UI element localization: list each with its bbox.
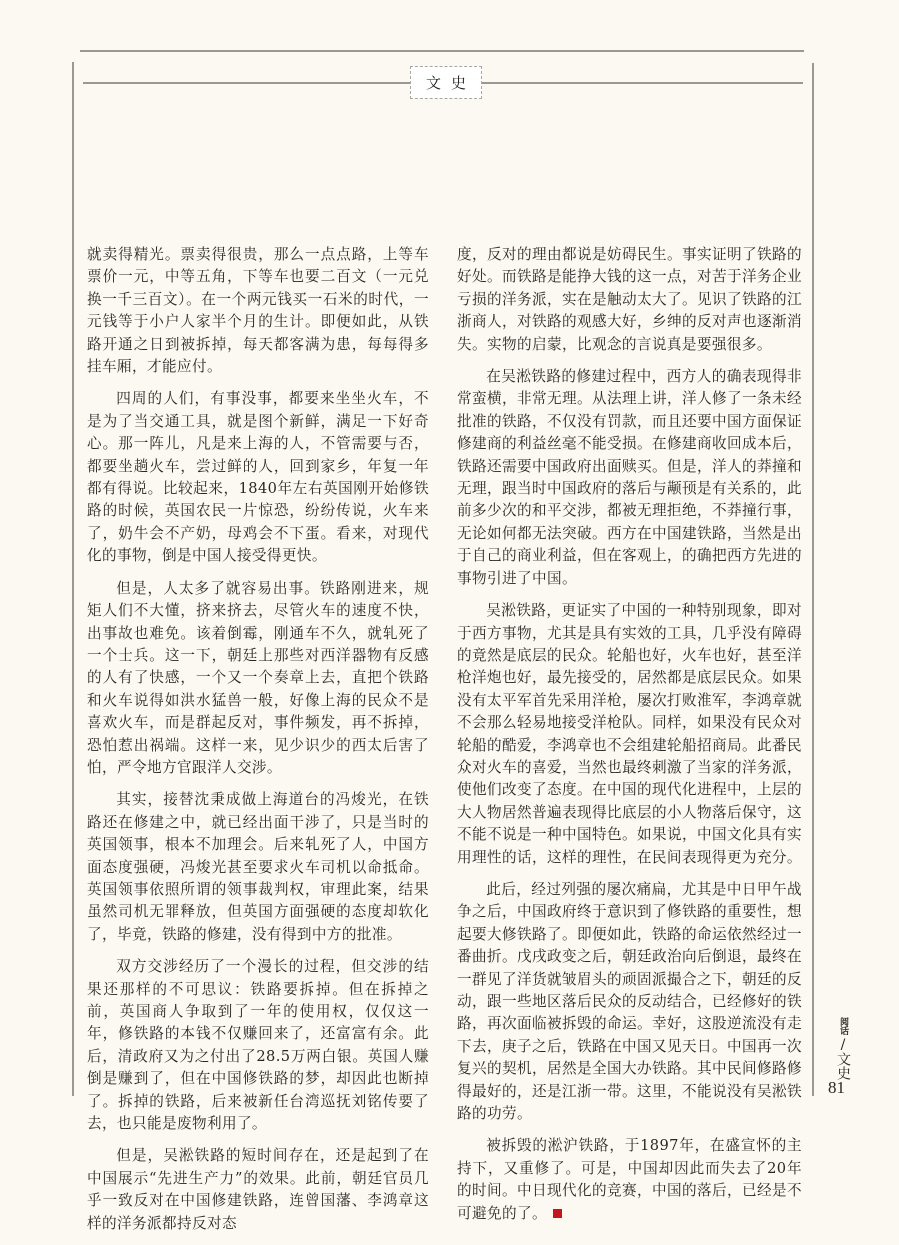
column-name: 文史 xyxy=(835,1052,851,1080)
paragraph: 四周的人们，有事没事，都要来坐坐火车，不是为了当交通工具，就是图个新鲜，满足一下好奇心。那一阵儿，凡是来上海的人，不管需要与否，都要坐趟火车，尝过鲜的人，回到家乡，年复一年都有得说。比较起来，1840年左右英国刚开始修铁路的时候，英国农民一片惊恐，纷纷传说，火车来了，奶牛会不产奶，母鸡会不下蛋。看来，对现代化的事物，倒是中国人接受得更快。 xyxy=(87,390,429,565)
top-rule xyxy=(80,50,804,52)
paragraph-text: 被拆毁的淞沪铁路，于1897年，在盛宣怀的主持下，又重修了。可是，中国却因此而失去了20年的时间。中日现代化的竞赛，中国的落后，已经是不可避免的了。 xyxy=(457,1137,802,1222)
slash-divider: / xyxy=(840,1037,846,1053)
column-label xyxy=(833,1017,853,1083)
column-small-label: 阅话 xyxy=(838,1017,848,1035)
paragraph: 但是，人太多了就容易出事。铁路刚进来，规矩人们不大懂，挤来挤去，尽管火车的速度不快，出事故也难免。该着倒霉，刚通车不久，就轧死了一个士兵。这一下，朝廷上那些对西洋器物有反感的人有了快感，一个又一个奏章上去，直把个铁路和火车说得如洪水猛兽一般，好像上海的民众不是喜欢火车，而是群起反对，事件频发，再不拆掉，恐怕惹出祸端。这样一来，见少识少的西太后害了怕，严令地方官跟洋人交涉。 xyxy=(87,579,429,776)
final-paragraph xyxy=(457,1135,802,1225)
right-border xyxy=(812,63,814,1096)
paragraph: 度，反对的理由都说是妨碍民生。事实证明了铁路的好处。而铁路是能挣大钱的这一点，对苦于洋务企业亏损的洋务派，实在是触动太大了。见识了铁路的江浙商人，对铁路的观感大好，乡绅的反对声也逐渐消失。实物的启蒙，比观念的言说真是要强很多。 xyxy=(457,246,802,353)
paragraph: 双方交涉经历了一个漫长的过程，但交涉的结果还那样的不可思议：铁路要拆掉。但在拆掉之前，英国商人争取到了一年的使用权，仅仅这一年，修铁路的本钱不仅赚回来了，还富富有余。此后，清政府又为之付出了28.5万两白银。英国人赚倒是赚到了，但在中国修铁路的梦，却因此也断掉了。拆掉的铁路，后来被新任台湾巡抚刘铭传要了去，也只能是废物利用了。 xyxy=(87,958,429,1133)
right-column xyxy=(457,244,802,1235)
left-column xyxy=(87,244,429,1245)
end-mark-icon xyxy=(553,1209,562,1218)
paragraph: 在吴淞铁路的修建过程中，西方人的确表现得非常蛮横，非常无理。从法理上讲，洋人修了一条未经批准的铁路，不仅没有罚款，而且还要中国方面保证修建商的利益丝毫不能受损。在修建商收回成本后，铁路还需要中国政府出面赎买。但是，洋人的莽撞和无理，跟当时中国政府的落后与颟顸是有关系的，此前多少次的和平交涉，都被无理拒绝，不莽撞行事，无论如何都无法突破。西方在中国建铁路，当然是出于自己的商业利益，但在客观上，的确把西方先进的事物引进了中国。 xyxy=(457,368,802,587)
paragraph: 吴淞铁路，更证实了中国的一种特别现象，即对于西方事物，尤其是具有实效的工具，几乎没有障碍的竟然是底层的民众。轮船也好，火车也好，甚至洋枪洋炮也好，最先接受的，居然都是底层民众。如果没有太平军首先采用洋枪，屡次打败淮军，李鸿章就不会那么轻易地接受洋枪队。同样，如果没有民众对轮船的酷爱，李鸿章也不会组建轮船招商局。此番民众对火车的喜爱，当然也最终刺激了当家的洋务派，使他们改变了态度。在中国的现代化进程中，上层的大人物居然普遍表现得比底层的小人物落后保守，这不能不说是一种中国特色。如果说，中国文化具有实用理性的话，这样的理性，在民间表现得更为充分。 xyxy=(457,602,802,866)
paragraph: 但是，吴淞铁路的短时间存在，还是起到了在中国展示“先进生产力”的效果。此前，朝廷官员几乎一致反对在中国修建铁路，连曾国藩、李鸿章这样的洋务派都持反对态 xyxy=(87,1147,429,1232)
paragraph: 其实，接替沈秉成做上海道台的冯焌光，在铁路还在修建之中，就已经出面干涉了，只是当时的英国领事，根本不加理会。后来轧死了人，中国方面态度强硬，冯焌光甚至要求火车司机以命抵命。英国领事依照所谓的领事裁判权，审理此案，结果虽然司机无罪释放，但英国方面强硬的态度却软化了，毕竟，铁路的修建，没有得到中方的批准。 xyxy=(87,791,429,943)
left-border xyxy=(72,62,74,1096)
page-number: 81 xyxy=(828,1078,845,1097)
paragraph: 就卖得精光。票卖得很贵，那么一点点路，上等车票价一元，中等五角，下等车也要二百文（一元兑换一千三百文）。在一个两元钱买一石米的时代，一元钱等于小户人家半个月的生计。即便如此，从铁路开通之日到被拆掉，每天都客满为患，每每得多挂车厢，才能应付。 xyxy=(87,246,429,376)
paragraph: 此后，经过列强的屡次痛扁，尤其是中日甲午战争之后，中国政府终于意识到了修铁路的重要性，想起要大修铁路了。即便如此，铁路的命运依然经过一番曲折。戊戌政变之后，朝廷政治向后倒退，最终在一群见了洋货就皱眉头的顽固派撮合之下，朝廷的反动，跟一些地区落后民众的反动结合，已经修好的铁路，再次面临被拆毁的命运。幸好，这股逆流没有走下去，庚子之后，铁路在中国又见天日。中国再一次复兴的契机，居然是全国大办铁路。其中民间修路修得最好的，还是江浙一带。这里，不能说没有吴淞铁路的功劳。 xyxy=(457,880,802,1123)
section-badge: 文史 xyxy=(410,66,482,99)
